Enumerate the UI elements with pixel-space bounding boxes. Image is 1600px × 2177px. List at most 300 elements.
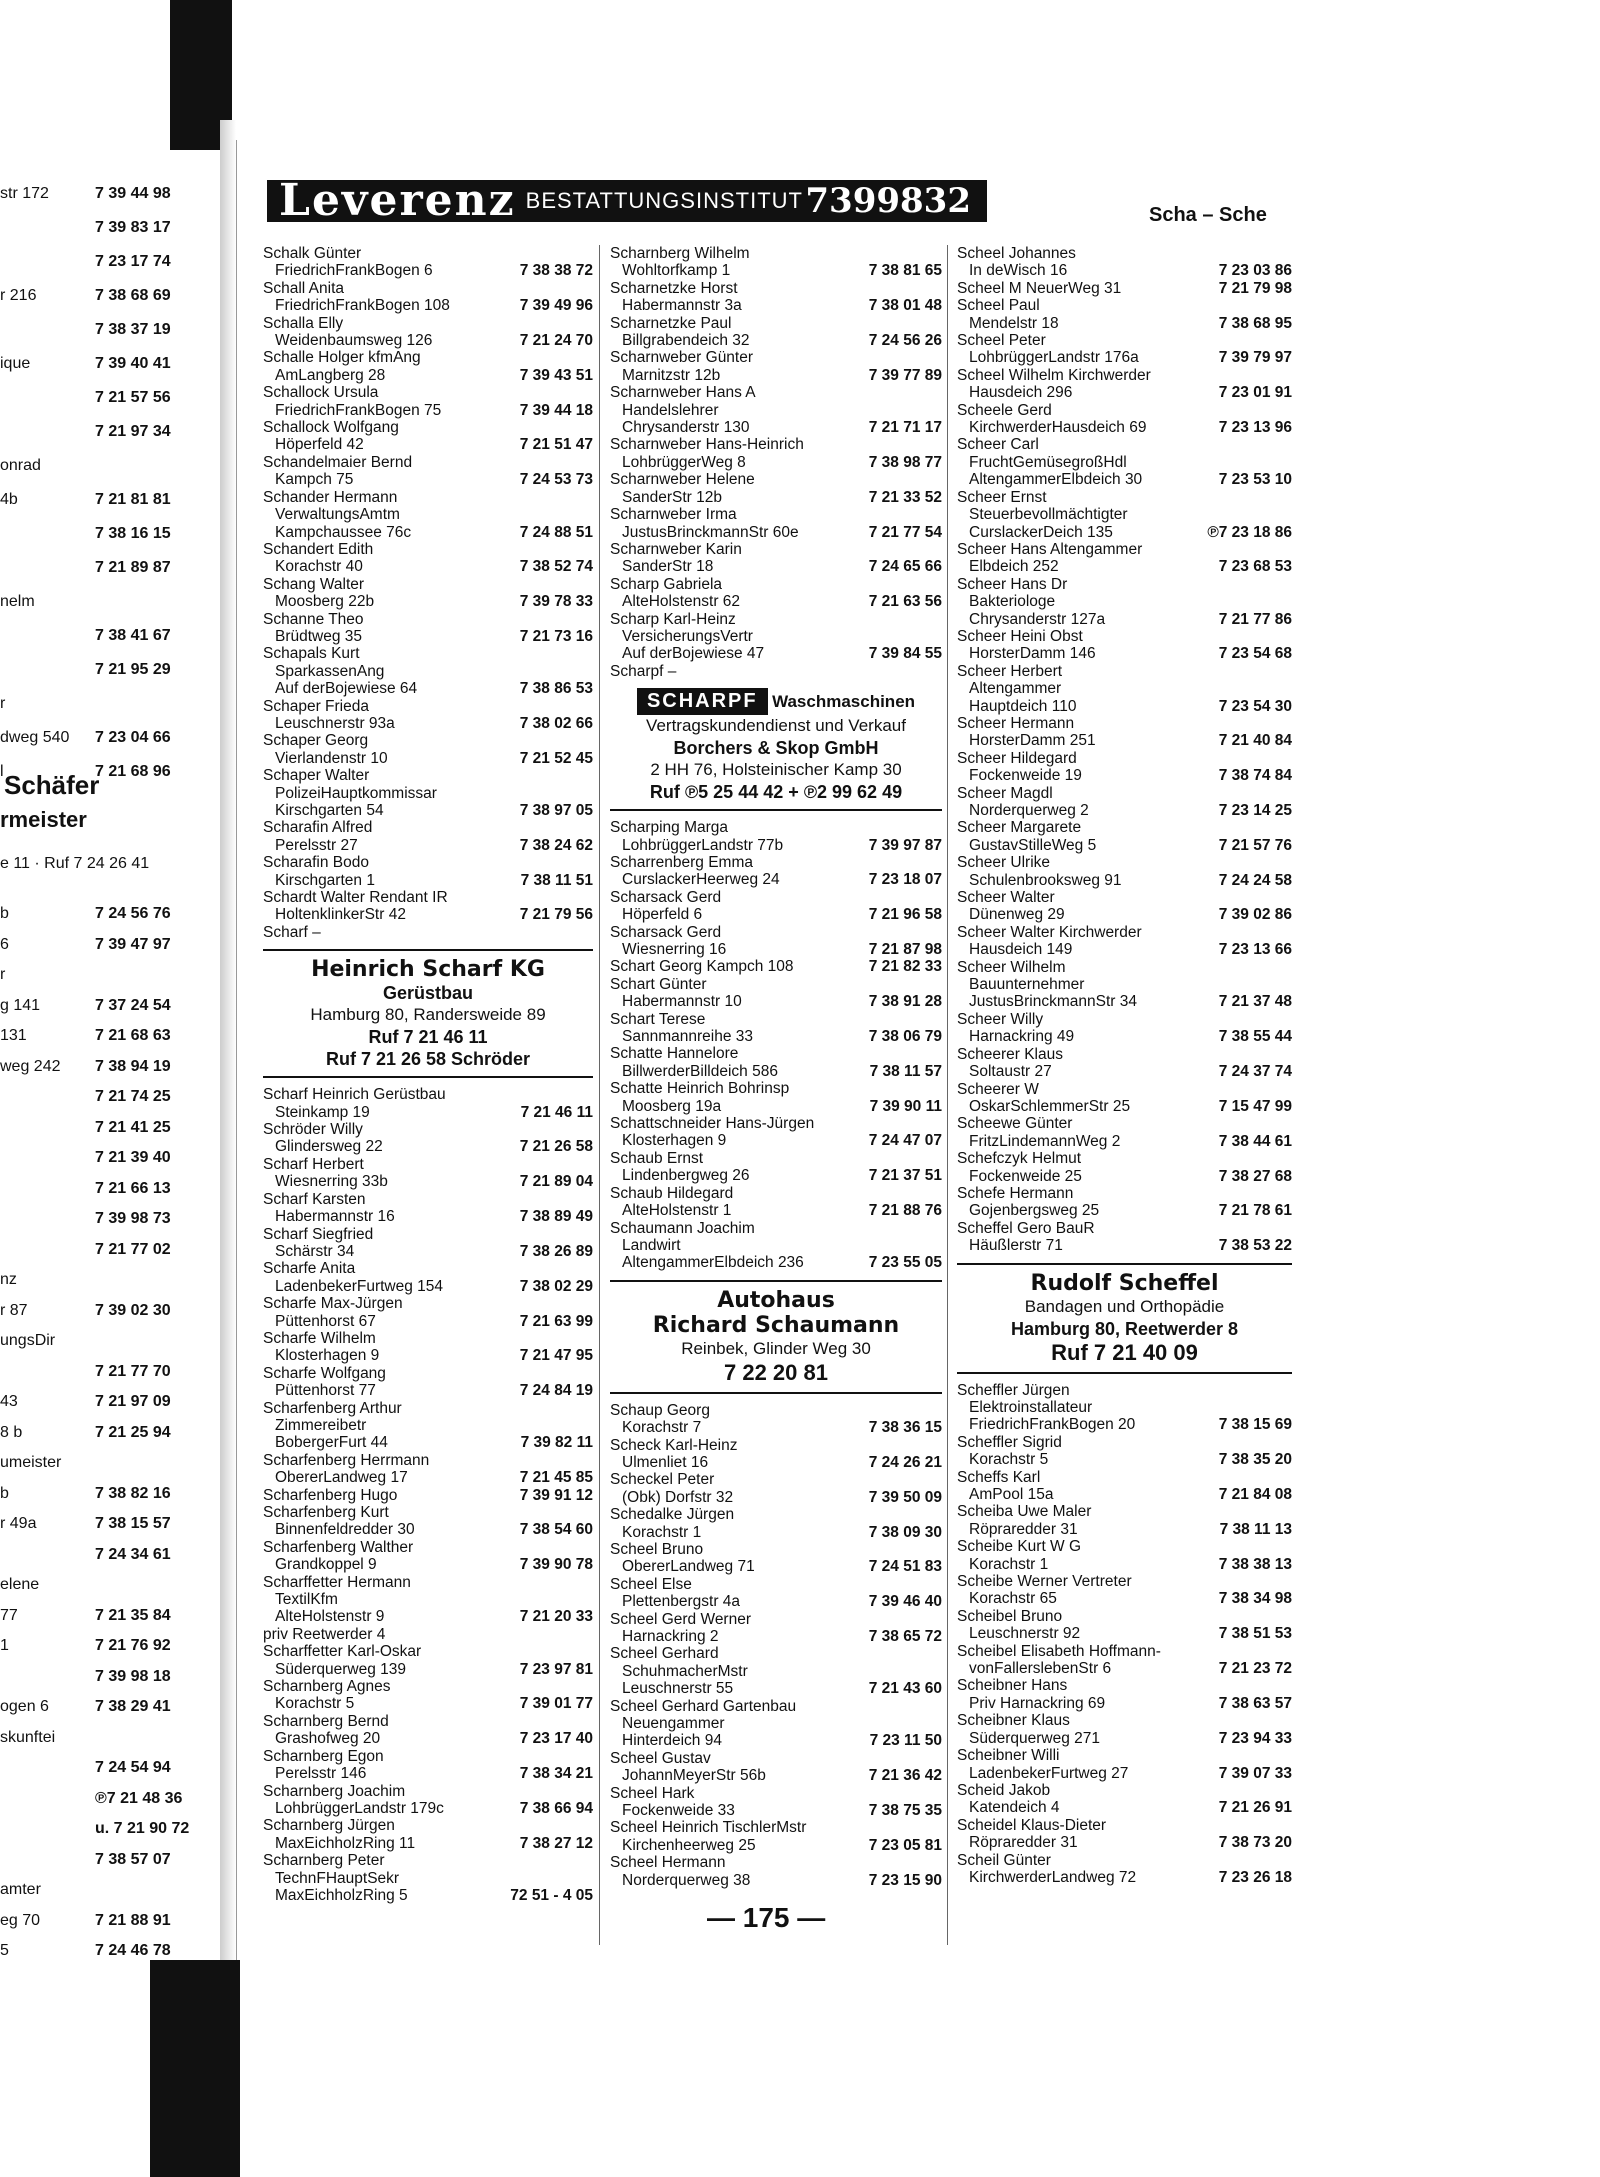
entry-detail: TechnFHauptSekr [275,1869,400,1887]
entry-phone: 7 21 23 72 [1218,1660,1292,1678]
entry-name: Scharnetzke Paul [610,314,732,332]
directory-entry [263,1226,593,1261]
directory-entry [610,1115,942,1150]
left-entry-phone: 7 39 44 98 [95,185,171,202]
left-entry-phone: 7 21 68 63 [95,1027,171,1044]
directory-entry [263,384,593,419]
entry-detail: Soltaustr 27 [969,1063,1052,1081]
entry-phone: 7 21 89 04 [519,1173,593,1191]
ad-line: 2 HH 76, Holsteinischer Kamp 30 [650,760,902,780]
entry-phone: 7 21 78 61 [1218,1202,1292,1220]
entry-detail: Vierlandenstr 10 [275,749,388,767]
entry-detail: Neuengammer [622,1715,725,1733]
entry-detail: FriedrichFrankBogen 20 [969,1416,1136,1434]
directory-entry [610,958,942,975]
directory-entry [957,1643,1292,1678]
entry-detail: Habermannstr 3a [622,297,742,315]
directory-entry [610,1819,942,1854]
entry-detail: JohannMeyerStr 56b [622,1767,766,1785]
entry-detail: AlteHolstenstr 62 [622,593,741,611]
entry-phone: 7 23 05 81 [868,1836,942,1854]
entry-detail: Fockenweide 19 [969,767,1082,785]
entry-phone: 7 39 50 09 [868,1488,942,1506]
directory-entry [957,1185,1292,1220]
left-entry-fragment: 43 [0,1393,18,1410]
entry-detail: AltengammerElbdeich 236 [622,1254,804,1272]
entry-detail: Süderquerweg 271 [969,1729,1100,1747]
left-entry-fragment: 6 [0,935,9,953]
ad-line: Ruf 7 21 46 11 [368,1027,488,1048]
ad-line: Hamburg 80, Reetwerder 8 [1010,1318,1239,1339]
entry-name: Scharffetter Hermann [263,1573,411,1591]
entry-name: Scheel Else [610,1575,692,1593]
entry-name: Scheer Heini Obst [957,627,1083,645]
left-entry-fragment: 77 [0,1606,18,1624]
entry-phone: 7 39 44 18 [519,401,593,419]
left-entry-fragment: onrad [0,457,41,474]
entry-detail: Steuerbevollmächtigter [969,506,1128,524]
directory-entry [957,1081,1292,1116]
funeral-home-tagline: BESTATTUNGSINSTITUT [525,188,803,213]
entry-phone: 7 23 55 05 [868,1254,942,1272]
left-entry-fragment: r [0,695,6,712]
entry-detail: Grandkoppel 9 [275,1556,377,1574]
entry-detail: Hausdeich 296 [969,384,1073,402]
entry-name: Scharffetter Karl-Oskar [263,1643,422,1661]
left-entry-phone: 7 38 16 15 [95,525,171,542]
entry-phone: 7 21 36 42 [868,1767,942,1785]
entry-phone: 7 23 94 33 [1218,1729,1292,1747]
entry-detail: Chrysanderstr 127a [969,610,1106,628]
entry-detail: Wiesnerring 33b [275,1173,388,1191]
directory-entry [610,1698,942,1750]
directory-entry [957,1747,1292,1782]
directory-entry [957,541,1292,576]
entry-phone: 7 21 24 70 [519,332,593,350]
entry-phone: 7 23 15 90 [868,1871,942,1889]
entry-detail: Weidenbaumsweg 126 [275,332,433,350]
entry-phone: 7 38 11 13 [1219,1520,1292,1538]
entry-detail: Dünenweg 29 [969,906,1065,924]
entry-detail: PolizeiHauptkommissar [275,784,437,802]
entry-detail: CurslackerDeich 135 [969,523,1113,541]
entry-name: Schaub Ernst [610,1149,704,1167]
entry-name: Scheel Bruno [610,1540,704,1558]
entry-phone: 7 38 89 49 [519,1208,593,1226]
directory-entry [263,419,593,454]
entry-phone: 7 39 91 12 [519,1486,593,1504]
entry-name: Schandert Edith [263,540,374,558]
left-entry-fragment: str 172 [0,185,49,202]
entry-detail: Harnackring 2 [622,1628,719,1645]
entry-detail: Glindersweg 22 [275,1138,383,1156]
entry-detail: Hauptdeich 110 [969,697,1077,715]
entry-name: Scharf Herbert [263,1155,364,1173]
entry-phone: 7 38 65 72 [868,1628,942,1645]
entry-name: Scheil Günter [957,1851,1051,1869]
directory-entry [610,1220,942,1272]
entry-detail: Priv Harnackring 69 [969,1694,1106,1712]
directory-entry [263,1086,593,1121]
directory-entry [263,315,593,350]
entry-detail: Schärstr 34 [275,1242,355,1260]
entry-detail: Fockenweide 33 [622,1802,735,1820]
entry-name: Scheerer Klaus [957,1045,1063,1063]
entry-detail: Moosberg 19a [622,1097,722,1115]
entry-name: Scharfenberg Walther [263,1538,414,1556]
entry-phone: 7 38 44 61 [1218,1132,1292,1150]
directory-entry [263,1678,593,1713]
entry-name: Schardt Walter Rendant IR [263,889,448,907]
entry-detail: Hausdeich 149 [969,941,1073,959]
entry-detail: ObererLandweg 71 [622,1558,755,1576]
entry-name: Scharrenberg Emma [610,853,754,871]
left-entry-fragment: r [0,966,6,983]
directory-entry [263,854,593,889]
entry-phone: 7 23 53 10 [1218,471,1292,489]
left-entry-fragment: nelm [0,593,35,610]
directory-entry [263,1191,593,1226]
entry-phone: 7 38 38 72 [519,262,593,280]
directory-entry [263,611,593,646]
entry-name: Scharfenberg Herrmann [263,1451,430,1469]
left-entry-phone: 7 21 77 70 [95,1362,171,1380]
directory-entry [610,1185,942,1220]
left-entry-phone: 7 21 35 84 [95,1606,171,1624]
entry-name: Scheele Gerd [957,401,1052,419]
entry-phone: 7 39 78 33 [519,593,593,611]
directory-entry [263,454,593,489]
entry-name: Scharnweber Günter [610,349,754,367]
entry-name: Scharpf – [610,662,677,680]
left-entry-phone: u. 7 21 90 72 [95,1820,190,1837]
entry-detail: Bakteriologe [969,593,1056,611]
entry-name: Scharnberg Jürgen [263,1817,395,1835]
directory-entry [263,245,593,280]
entry-name: Scharfenberg Kurt [263,1504,389,1521]
entry-name: Schalla Elly [263,314,344,332]
entry-name: Scharfenberg Arthur [263,1399,402,1417]
entry-phone: 7 39 82 11 [520,1434,593,1452]
entry-name: Scheibner Willi [957,1747,1060,1765]
entry-phone: 7 39 90 11 [869,1097,942,1115]
entry-detail: Binnenfeldredder 30 [275,1521,415,1539]
entry-detail: KirchwerderLandweg 72 [969,1868,1137,1886]
entry-detail: Kampch 75 [275,471,354,489]
entry-name: Scheffler Sigrid [957,1433,1062,1451]
entry-detail: Sannmannreihe 33 [622,1028,753,1046]
directory-entry [957,1011,1292,1046]
directory-entry [957,489,1292,541]
entry-name: Scheck Karl-Heinz [610,1436,738,1454]
entry-name: Schröder Willy [263,1121,363,1139]
entry-phone: 7 39 02 86 [1218,906,1292,924]
header-banner [267,175,987,226]
entry-phone: 7 21 77 54 [868,523,942,541]
entry-phone: 7 24 56 26 [868,332,942,350]
entry-detail: BillwerderBilldeich 586 [622,1062,778,1080]
left-entry-phone: 7 37 24 54 [95,996,171,1014]
directory-entry [957,1608,1292,1643]
entry-phone: 7 15 47 99 [1218,1097,1292,1115]
entry-name: Scheckel Peter [610,1471,715,1489]
entry-phone: 7 23 18 07 [868,871,942,889]
entry-name: Scheer Willy [957,1010,1044,1028]
directory-entry [957,1046,1292,1081]
ad-logo-sub: Waschmaschinen [772,692,916,712]
entry-detail: FruchtGemüsegroßHdl [969,453,1127,471]
entry-phone: 7 21 63 99 [519,1312,593,1330]
entry-detail: MaxEichholzRing 11 [275,1834,416,1852]
entry-phone: 7 38 97 05 [519,802,593,819]
entry-detail: Elektroinstallateur [969,1398,1093,1416]
binding-strip-bottom [150,1960,240,2177]
left-entry-fragment: eg 70 [0,1911,41,1929]
directory-entry [610,976,942,1011]
directory-entry [610,471,942,506]
entry-detail: GustavStilleWeg 5 [969,836,1097,854]
ad-title: Autohaus [717,1287,835,1313]
directory-entry [263,1365,593,1400]
entry-detail: VerwaltungsAmtm [275,506,400,524]
entry-name: Scharf – [263,923,321,941]
entry-name: Scheibe Kurt W G [957,1538,1082,1556]
entry-name: Schanne Theo [263,610,364,628]
left-entry-phone: 7 38 57 07 [95,1850,171,1868]
entry-detail: Höperfeld 42 [275,436,364,454]
entry-name: Scheidel Klaus-Dieter [957,1816,1107,1834]
ad-line: Vertragskundendienst und Verkauf [646,716,906,736]
entry-detail: Schulenbrooksweg 91 [969,871,1122,889]
entry-phone: 7 21 33 52 [868,488,942,506]
directory-entry [957,1852,1292,1887]
entry-phone: 7 24 51 83 [868,1558,942,1576]
directory-entry [263,280,593,315]
entry-detail: Korachstr 5 [275,1695,355,1713]
directory-entry [263,1156,593,1191]
entry-name: Scharnberg Wilhelm [610,245,750,262]
entry-name: Scheffel Gero BauR [957,1219,1095,1237]
column-1 [263,245,593,1904]
entry-name: Scheel Gerhard Gartenbau [610,1697,797,1715]
entry-phone: 7 39 46 40 [868,1593,942,1611]
entry-phone: 7 21 82 33 [868,958,942,976]
entry-name: Scheel Gerhard [610,1645,719,1663]
entry-detail: Habermannstr 16 [275,1208,395,1226]
entry-name: Scharnweber Irma [610,506,737,524]
ad-phone: 7 22 20 81 [724,1359,828,1385]
funeral-home-logo: Leverenz [279,175,516,226]
directory-entry [957,1469,1292,1504]
entry-detail: HoltenklinkerStr 42 [275,906,406,924]
directory-entry [610,541,942,576]
entry-phone: 7 24 37 74 [1218,1063,1292,1081]
directory-entry [957,785,1292,820]
entry-phone: 7 21 37 48 [1218,993,1292,1011]
entry-phone: 7 38 34 98 [1218,1590,1292,1608]
left-entry-phone: 7 21 76 92 [95,1637,171,1654]
left-entry-phone: 7 38 41 67 [95,627,171,644]
left-entry-fragment: 131 [0,1027,27,1044]
entry-detail: MaxEichholzRing 5 [275,1886,408,1904]
entry-name: Scharsack Gerd [610,923,722,941]
entry-phone: 7 38 74 84 [1218,767,1292,785]
page-number: — 175 — [707,1902,826,1933]
directory-entry [263,1852,593,1904]
directory-entry [957,854,1292,889]
entry-detail: Hinterdeich 94 [622,1732,722,1750]
directory-page [236,140,1397,1960]
directory-entry [610,1854,942,1889]
ad-title: Heinrich Scharf KG [311,957,545,983]
entry-name: Schaumann Joachim [610,1219,755,1237]
entry-name: Scharf Karsten [263,1190,366,1208]
entry-name: Schart Georg Kampch 108 [610,958,794,976]
entry-detail: Billgrabendeich 32 [622,332,750,350]
entry-detail: Katendeich 4 [969,1799,1060,1817]
entry-detail: Bauunternehmer [969,976,1085,994]
left-entry-fragment: l [0,763,4,780]
entry-detail: Norderquerweg 38 [622,1871,751,1889]
entry-name: Scharnweber Hans A [610,384,756,402]
left-entry-fragment: dweg 540 [0,729,70,746]
column-2 [610,245,942,1889]
entry-detail: Wiesnerring 16 [622,941,727,958]
left-entry-fragment: ungsDir [0,1332,56,1349]
ad-line: Borchers & Skop GmbH [673,738,879,759]
entry-phone: 7 38 66 94 [519,1799,593,1817]
directory-entry [610,1611,942,1646]
left-entry-phone: 7 21 57 56 [95,389,171,406]
entry-detail: Süderquerweg 139 [275,1660,406,1678]
entry-phone: ℗7 23 18 86 [1207,523,1292,541]
left-entry-fragment: 8 b [0,1423,23,1441]
left-entry-fragment: r 87 [0,1301,28,1319]
directory-entry [610,1011,942,1046]
entry-phone: 7 38 54 60 [519,1521,593,1539]
entry-detail: Korachstr 1 [969,1555,1049,1573]
left-entry-phone: 7 38 37 19 [95,321,171,338]
entry-name: Scharnberg Bernd [263,1712,389,1730]
entry-name: Scheibel Bruno [957,1607,1063,1625]
entry-name: Scheel Heinrich TischlerMstr [610,1819,807,1837]
left-entry-fragment: 4b [0,491,18,508]
ad-line: Bandagen und Orthopädie [1024,1296,1225,1316]
directory-entry [610,576,942,611]
ad-line: Ruf ℗5 25 44 42 + ℗2 99 62 49 [649,782,903,803]
entry-phone: 7 23 13 66 [1218,941,1292,959]
directory-entry [263,1783,593,1818]
entry-name: Scheibner Hans [957,1677,1068,1695]
entry-phone: 7 38 11 57 [869,1062,942,1080]
entry-name: Scharfe Wolfgang [263,1364,386,1382]
entry-phone: 7 38 91 28 [868,993,942,1011]
entry-detail: vonFallerslebenStr 6 [969,1660,1112,1678]
entry-detail: LohbrüggerLandstr 77b [622,836,784,854]
left-entry-phone: 7 23 04 66 [95,729,171,746]
entry-name: Scharnberg Egon [263,1747,384,1765]
entry-phone: 7 23 97 81 [519,1660,593,1678]
directory-entry [263,889,593,924]
entry-detail: Leuschnerstr 92 [969,1625,1081,1643]
entry-name: Scheibner Klaus [957,1712,1070,1730]
entry-detail: AlteHolstenstr 9 [275,1608,385,1626]
entry-name: Scharnberg Agnes [263,1678,391,1696]
ad-line: Ruf 7 21 26 58 Schröder [325,1049,531,1070]
ad-title: Rudolf Scheffel [1030,1270,1219,1296]
left-entry-fragment: 5 [0,1942,9,1955]
left-entry-phone: 7 38 68 69 [95,287,171,304]
entry-name: Scheel Hermann [610,1854,726,1872]
entry-detail: Perelsstr 146 [275,1765,367,1783]
entry-phone: 7 39 97 87 [868,836,942,854]
left-entry-phone: ℗7 21 48 36 [95,1789,183,1807]
entry-detail: Kirchenheerweg 25 [622,1836,756,1854]
entry-phone: 7 38 36 15 [868,1419,942,1437]
entry-name: Schart Terese [610,1010,706,1028]
directory-entry [957,663,1292,715]
directory-entry [957,750,1292,785]
left-entry-fragment: nz [0,1271,17,1288]
ad-autohaus-schaumann [610,1280,942,1394]
entry-detail: Gojenbergsweg 25 [969,1202,1100,1220]
entry-name: Schander Hermann [263,488,398,506]
entry-phone: 7 38 52 74 [519,558,593,576]
entry-detail: Handelslehrer [622,401,719,419]
entry-phone: 7 21 52 45 [519,749,593,767]
entry-phone: 7 38 27 12 [519,1834,593,1852]
entry-phone: 7 21 79 56 [519,906,593,924]
left-ad-title: Schäfer [4,770,100,800]
column-divider [947,245,948,1945]
entry-phone: 7 21 37 51 [868,1167,942,1185]
entry-name: Scharp Gabriela [610,575,723,593]
entry-name: Scheer Herbert [957,662,1063,680]
column-3 [957,245,1292,1886]
entry-phone: 7 23 03 86 [1218,262,1292,280]
funeral-home-phone: 7399832 [805,181,971,221]
directory-entry [957,436,1292,488]
directory-entry [957,280,1292,297]
entry-name: Scheid Jakob [957,1781,1051,1799]
entry-phone: 7 21 88 76 [868,1202,942,1220]
entry-phone: 7 38 24 62 [519,836,593,854]
directory-entry [957,1382,1292,1434]
left-entry-phone: 7 38 29 41 [95,1698,171,1715]
entry-phone: 7 24 84 19 [519,1382,593,1400]
entry-name: Scharfe Anita [263,1260,356,1278]
entry-detail: AlteHolstenstr 1 [622,1202,732,1220]
left-entry-phone: 7 39 02 30 [95,1301,171,1319]
entry-name: Scharnetzke Horst [610,279,738,297]
entry-name: Scheer Ernst [957,488,1047,506]
directory-entry [610,280,942,315]
entry-phone: 7 23 13 96 [1218,419,1292,437]
left-entry-phone: 7 21 95 29 [95,661,171,678]
entry-detail: Korachstr 1 [622,1523,702,1541]
entry-name: Scheibel Elisabeth Hoffmann- [957,1642,1161,1660]
entry-phone: 7 23 54 68 [1218,645,1292,663]
directory-entry [957,819,1292,854]
entry-name: Scharfe Wilhelm [263,1329,376,1347]
entry-detail: Häußlerstr 71 [969,1237,1063,1255]
left-entry-phone: 7 39 98 18 [95,1667,171,1685]
entry-phone: 7 23 17 40 [519,1730,593,1748]
directory-entry [610,349,942,384]
entry-detail: Chrysanderstr 130 [622,419,750,437]
directory-entry [263,645,593,697]
left-entry-fragment: b [0,1484,9,1502]
